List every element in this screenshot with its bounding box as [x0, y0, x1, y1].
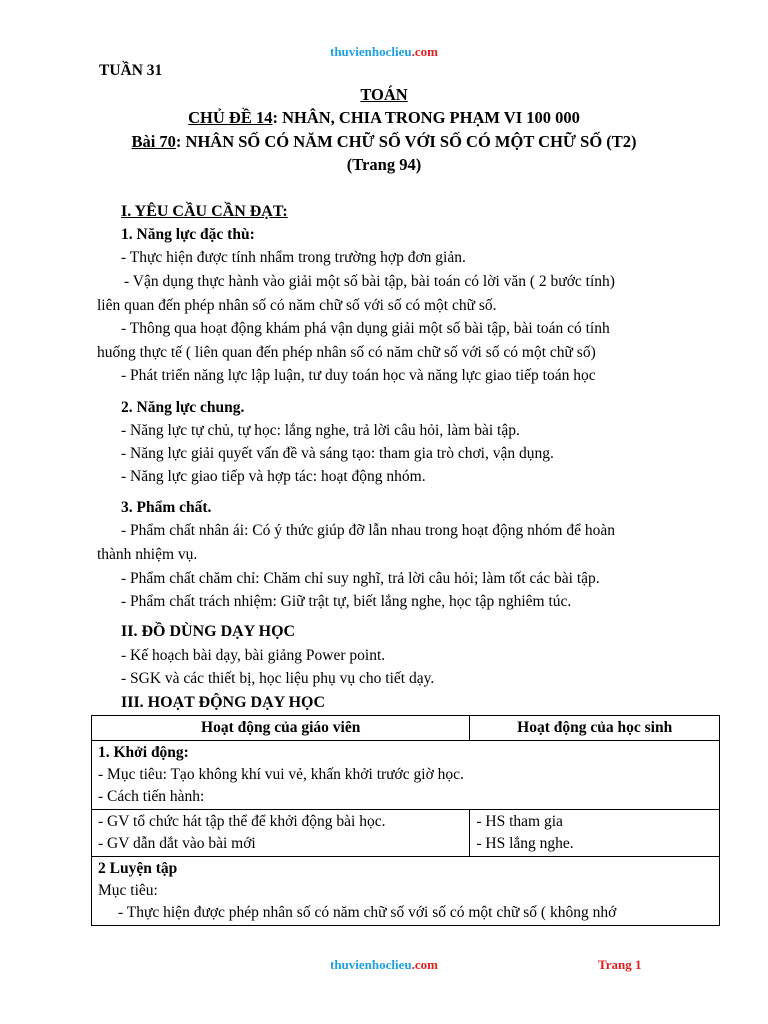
lesson-title: [0, 132, 768, 152]
activities-table: [91, 715, 720, 926]
sub2-item: - Năng lực giao tiếp và hợp tác: hoạt động nhóm.: [121, 468, 426, 485]
sub2-item: - Năng lực giải quyết vấn đề và sáng tạo: tham gia trò chơi, vận dụng.: [121, 445, 554, 462]
student-activity-cell: [470, 810, 720, 857]
practice-goal: Mục tiêu:: [98, 882, 158, 899]
sub1-item: - Phát triển năng lực lập luận, tư duy toán học và năng lực giao tiếp toán học: [121, 367, 596, 384]
sub1-item: - Thực hiện được tính nhẩm trong trường hợp đơn giản.: [121, 249, 466, 266]
topic-prefix: CHỦ ĐỀ 14: [188, 108, 273, 127]
teacher-activity: - GV dẫn dắt vào bài mới: [98, 835, 256, 852]
lesson-text: : NHÂN SỐ CÓ NĂM CHỮ SỐ VỚI SỐ CÓ MỘT CHỮ SỐ (T2): [175, 132, 637, 151]
practice-item: - Thực hiện được phép nhân số có năm chữ số với số có một chữ số ( không nhớ: [118, 904, 617, 921]
teacher-activity: - GV tổ chức hát tập thể để khởi động bài học.: [98, 813, 386, 830]
topic-title: [0, 108, 768, 128]
sub3-item: - Phẩm chất nhân ái: Có ý thức giúp đỡ lẫn nhau trong hoạt động nhóm để hoàn: [121, 522, 615, 539]
section1-heading: I. YÊU CẦU CẦN ĐẠT:: [121, 203, 288, 220]
teacher-activity-cell: [92, 810, 470, 857]
sub1-item: liên quan đến phép nhân số có năm chữ số với số có một chữ số.: [97, 297, 497, 314]
page-number: Trang 1: [598, 957, 642, 972]
table-row: [92, 741, 720, 810]
topic-text: : NHÂN, CHIA TRONG PHẠM VI 100 000: [272, 108, 580, 127]
header-site-main: thuvienhoclieu: [330, 44, 412, 59]
footer-site-tld: .com: [411, 957, 438, 972]
subject-title: TOÁN: [360, 85, 408, 104]
sub3-item: thành nhiệm vụ.: [97, 546, 198, 563]
section2-item: - Kế hoạch bài dạy, bài giảng Power point.: [121, 647, 386, 664]
warmup-heading: 1. Khởi động:: [98, 744, 189, 761]
footer-site-label: [0, 957, 768, 973]
warmup-cell: [92, 741, 720, 810]
sub3-item: - Phẩm chất chăm chỉ: Chăm chỉ suy nghĩ, trả lời câu hỏi; làm tốt các bài tập.: [121, 570, 600, 587]
warmup-goal: - Mục tiêu: Tạo không khí vui vẻ, khấn khởi trước giờ học.: [98, 766, 464, 783]
sub1-item: huống thực tế ( liên quan đến phép nhân số có năm chữ số với số có một chữ số): [97, 344, 596, 361]
section2-heading: II. ĐỒ DÙNG DẠY HỌC: [121, 623, 296, 640]
warmup-method: - Cách tiến hành:: [98, 788, 205, 805]
practice-heading: 2 Luyện tập: [98, 860, 178, 877]
sub1-item: - Thông qua hoạt động khám phá vận dụng giải một số bài tập, bài toán có tính: [121, 320, 610, 337]
page-reference: (Trang 94): [346, 155, 422, 174]
section2-item: - SGK và các thiết bị, học liệu phụ vụ cho tiết dạy.: [121, 670, 435, 687]
table-header-row: [92, 716, 720, 741]
practice-cell: [92, 857, 720, 926]
sub1-heading: 1. Năng lực đặc thù:: [121, 226, 255, 243]
footer-site-main: thuvienhoclieu: [330, 957, 412, 972]
sub2-item: - Năng lực tự chủ, tự học: lắng nghe, trả lời câu hỏi, làm bài tập.: [121, 422, 520, 439]
sub2-heading: 2. Năng lực chung.: [121, 399, 245, 416]
student-activity: - HS tham gia: [476, 813, 563, 830]
table-row: [92, 810, 720, 857]
sub1-item: - Vận dụng thực hành vào giải một số bài tập, bài toán có lời văn ( 2 bước tính): [124, 273, 615, 290]
col-student-header: Hoạt động của học sinh: [470, 716, 720, 741]
week-label: TUẦN 31: [99, 62, 163, 79]
student-activity: - HS lắng nghe.: [476, 835, 574, 852]
header-site-tld: .com: [411, 44, 438, 59]
lesson-prefix: Bài 70: [131, 132, 176, 151]
sub3-item: - Phẩm chất trách nhiệm: Giữ trật tự, biết lắng nghe, học tập nghiêm túc.: [121, 593, 572, 610]
table-row: [92, 857, 720, 926]
section3-heading: III. HOẠT ĐỘNG DẠY HỌC: [121, 694, 326, 711]
header-site-label: [0, 44, 768, 60]
sub3-heading: 3. Phẩm chất.: [121, 499, 212, 516]
col-teacher-header: Hoạt động của giáo viên: [92, 716, 470, 741]
